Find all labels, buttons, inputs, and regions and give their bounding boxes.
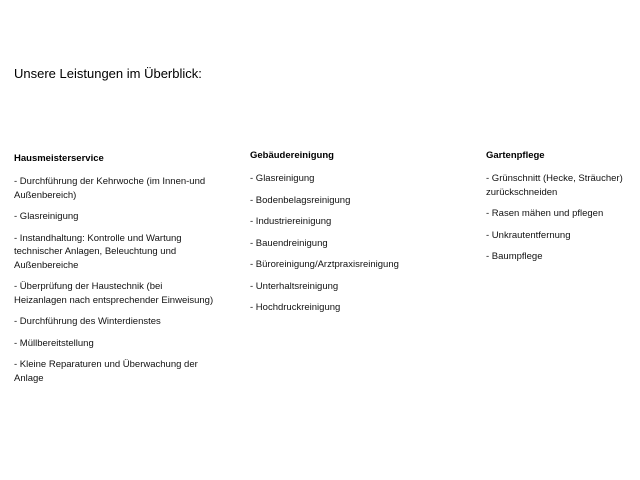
list-item: - Industriereinigung — [250, 216, 332, 227]
page-title: Unsere Leistungen im Überblick: — [14, 66, 202, 81]
list-item: - Bauendreinigung — [250, 237, 328, 249]
column-heading: Hausmeisterservice — [14, 153, 104, 164]
list-item: - Hochdruckreinigung — [250, 302, 341, 313]
list-item: - Glasreinigung — [14, 211, 79, 222]
service-list — [14, 175, 214, 385]
column-hausmeisterservice — [14, 153, 214, 393]
list-item: - Büroreinigung/Arztpraxisreinigung — [250, 259, 399, 270]
service-list — [250, 172, 450, 315]
list-item: - Baumpflege — [486, 251, 543, 262]
list-item: - Glasreinigung — [250, 173, 315, 184]
list-item: - Müllbereitstellung — [14, 337, 94, 349]
list-item: - Unterhaltsreinigung — [250, 280, 339, 292]
list-item: - Durchführung der Kehrwoche (im Innen-und Außenbereich) — [14, 176, 206, 201]
list-item: - Unkrautentfernung — [486, 229, 571, 241]
list-item: - Überprüfung der Haustechnik (bei Heizanlagen nach entsprechender Einweisung) — [14, 281, 214, 306]
list-item: - Durchführung des Winterdienstes — [14, 316, 161, 327]
service-list — [486, 172, 631, 264]
list-item: - Instandhaltung: Kontrolle und Wartung technischer Anlagen, Beleuchtung und Außenbereiche — [14, 232, 182, 271]
column-heading: Gartenpflege — [486, 150, 545, 161]
list-item: - Kleine Reparaturen und Überwachung der Anlage — [14, 359, 198, 384]
column-heading: Gebäudereinigung — [250, 150, 334, 161]
list-item: - Grünschnitt (Hecke, Sträucher) zurückschneiden — [486, 173, 623, 198]
list-item: - Bodenbelagsreinigung — [250, 194, 351, 206]
column-gebaeudereinigung — [250, 150, 450, 323]
list-item: - Rasen mähen und pflegen — [486, 208, 604, 219]
column-gartenpflege — [486, 150, 631, 272]
